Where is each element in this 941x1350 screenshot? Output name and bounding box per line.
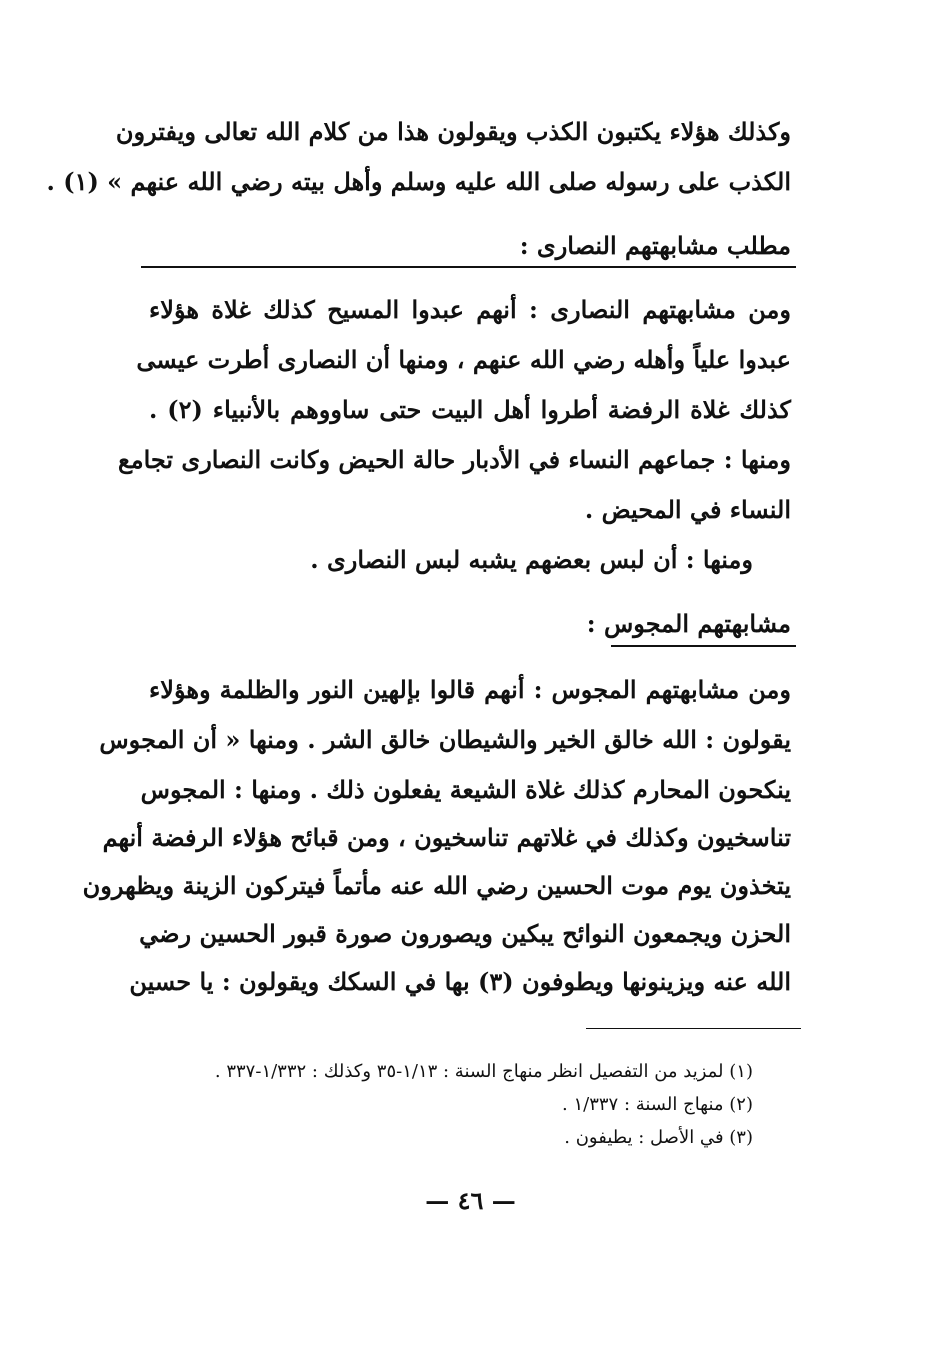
heading-underline [611, 645, 796, 647]
text-line: عبدوا علياً وأهله رضي الله عنهم ، ومنها أن النصارى أطرت عيسى [136, 345, 791, 374]
text-line: النساء في المحيض . [584, 495, 791, 524]
text-line: يتخذون يوم موت الحسين رضي الله عنه مأتماً فيتركون الزينة ويظهرون [82, 871, 791, 900]
section-heading-christians: مطلب مشابهتهم النصارى : [519, 231, 791, 260]
text-line: الحزن ويجمعون النوائح يبكين ويصورون صورة قبور الحسين رضي [139, 919, 791, 948]
text-line: كذلك غلاة الرفضة أطروا أهل البيت حتى ساووهم بالأنبياء (٢) . [149, 395, 791, 424]
footnote: (١) لمزيد من التفصيل انظر منهاج السنة : ١/١٣-٣٥ وكذلك : ١/٣٣٢-٣٣٧ . [214, 1061, 753, 1082]
text-line: ومن مشابهتهم النصارى : أنهم عبدوا المسيح كذلك غلاة هؤلاء [149, 295, 791, 324]
text-line: يقولون : الله خالق الخير والشيطان خالق الشر . ومنها « أن المجوس [99, 725, 791, 754]
text-line: تناسخيون وكذلك في غلاتهم تناسخيون ، ومن قبائح هؤلاء الرفضة أنهم [102, 823, 791, 852]
footnote: (٢) منهاج السنة : ١/٣٣٧ . [562, 1094, 753, 1115]
text-line: وكذلك هؤلاء يكتبون الكذب ويقولون هذا من كلام الله تعالى ويفترون [115, 117, 791, 146]
text-line: ومنها : جماعهم النساء في الأدبار حالة الحيض وكانت النصارى تجامع [117, 445, 791, 474]
footnote: (٣) في الأصل : يطيفون . [564, 1127, 753, 1148]
section-heading-magians: مشابهتهم المجوس : [586, 609, 791, 638]
text-line: الله عنه ويزينونها ويطوفون (٣) بها في السكك ويقولون : يا حسين [129, 967, 791, 996]
text-line: الكذب على رسوله صلى الله عليه وسلم وأهل بيته رضي الله عنهم » (١) . [46, 167, 791, 196]
text-line: ينكحون المحارم كذلك غلاة الشيعة يفعلون ذلك . ومنها : المجوس [140, 775, 791, 804]
text-line: ومنها : أن لبس بعضهم يشبه لبس النصارى . [310, 545, 753, 574]
text-line: ومن مشابهتهم المجوس : أنهم قالوا بإلهين النور والظلمة وهؤلاء [149, 675, 791, 704]
page-number: — ٤٦ — [425, 1186, 516, 1215]
footnote-separator [586, 1028, 801, 1029]
heading-underline [141, 266, 796, 268]
